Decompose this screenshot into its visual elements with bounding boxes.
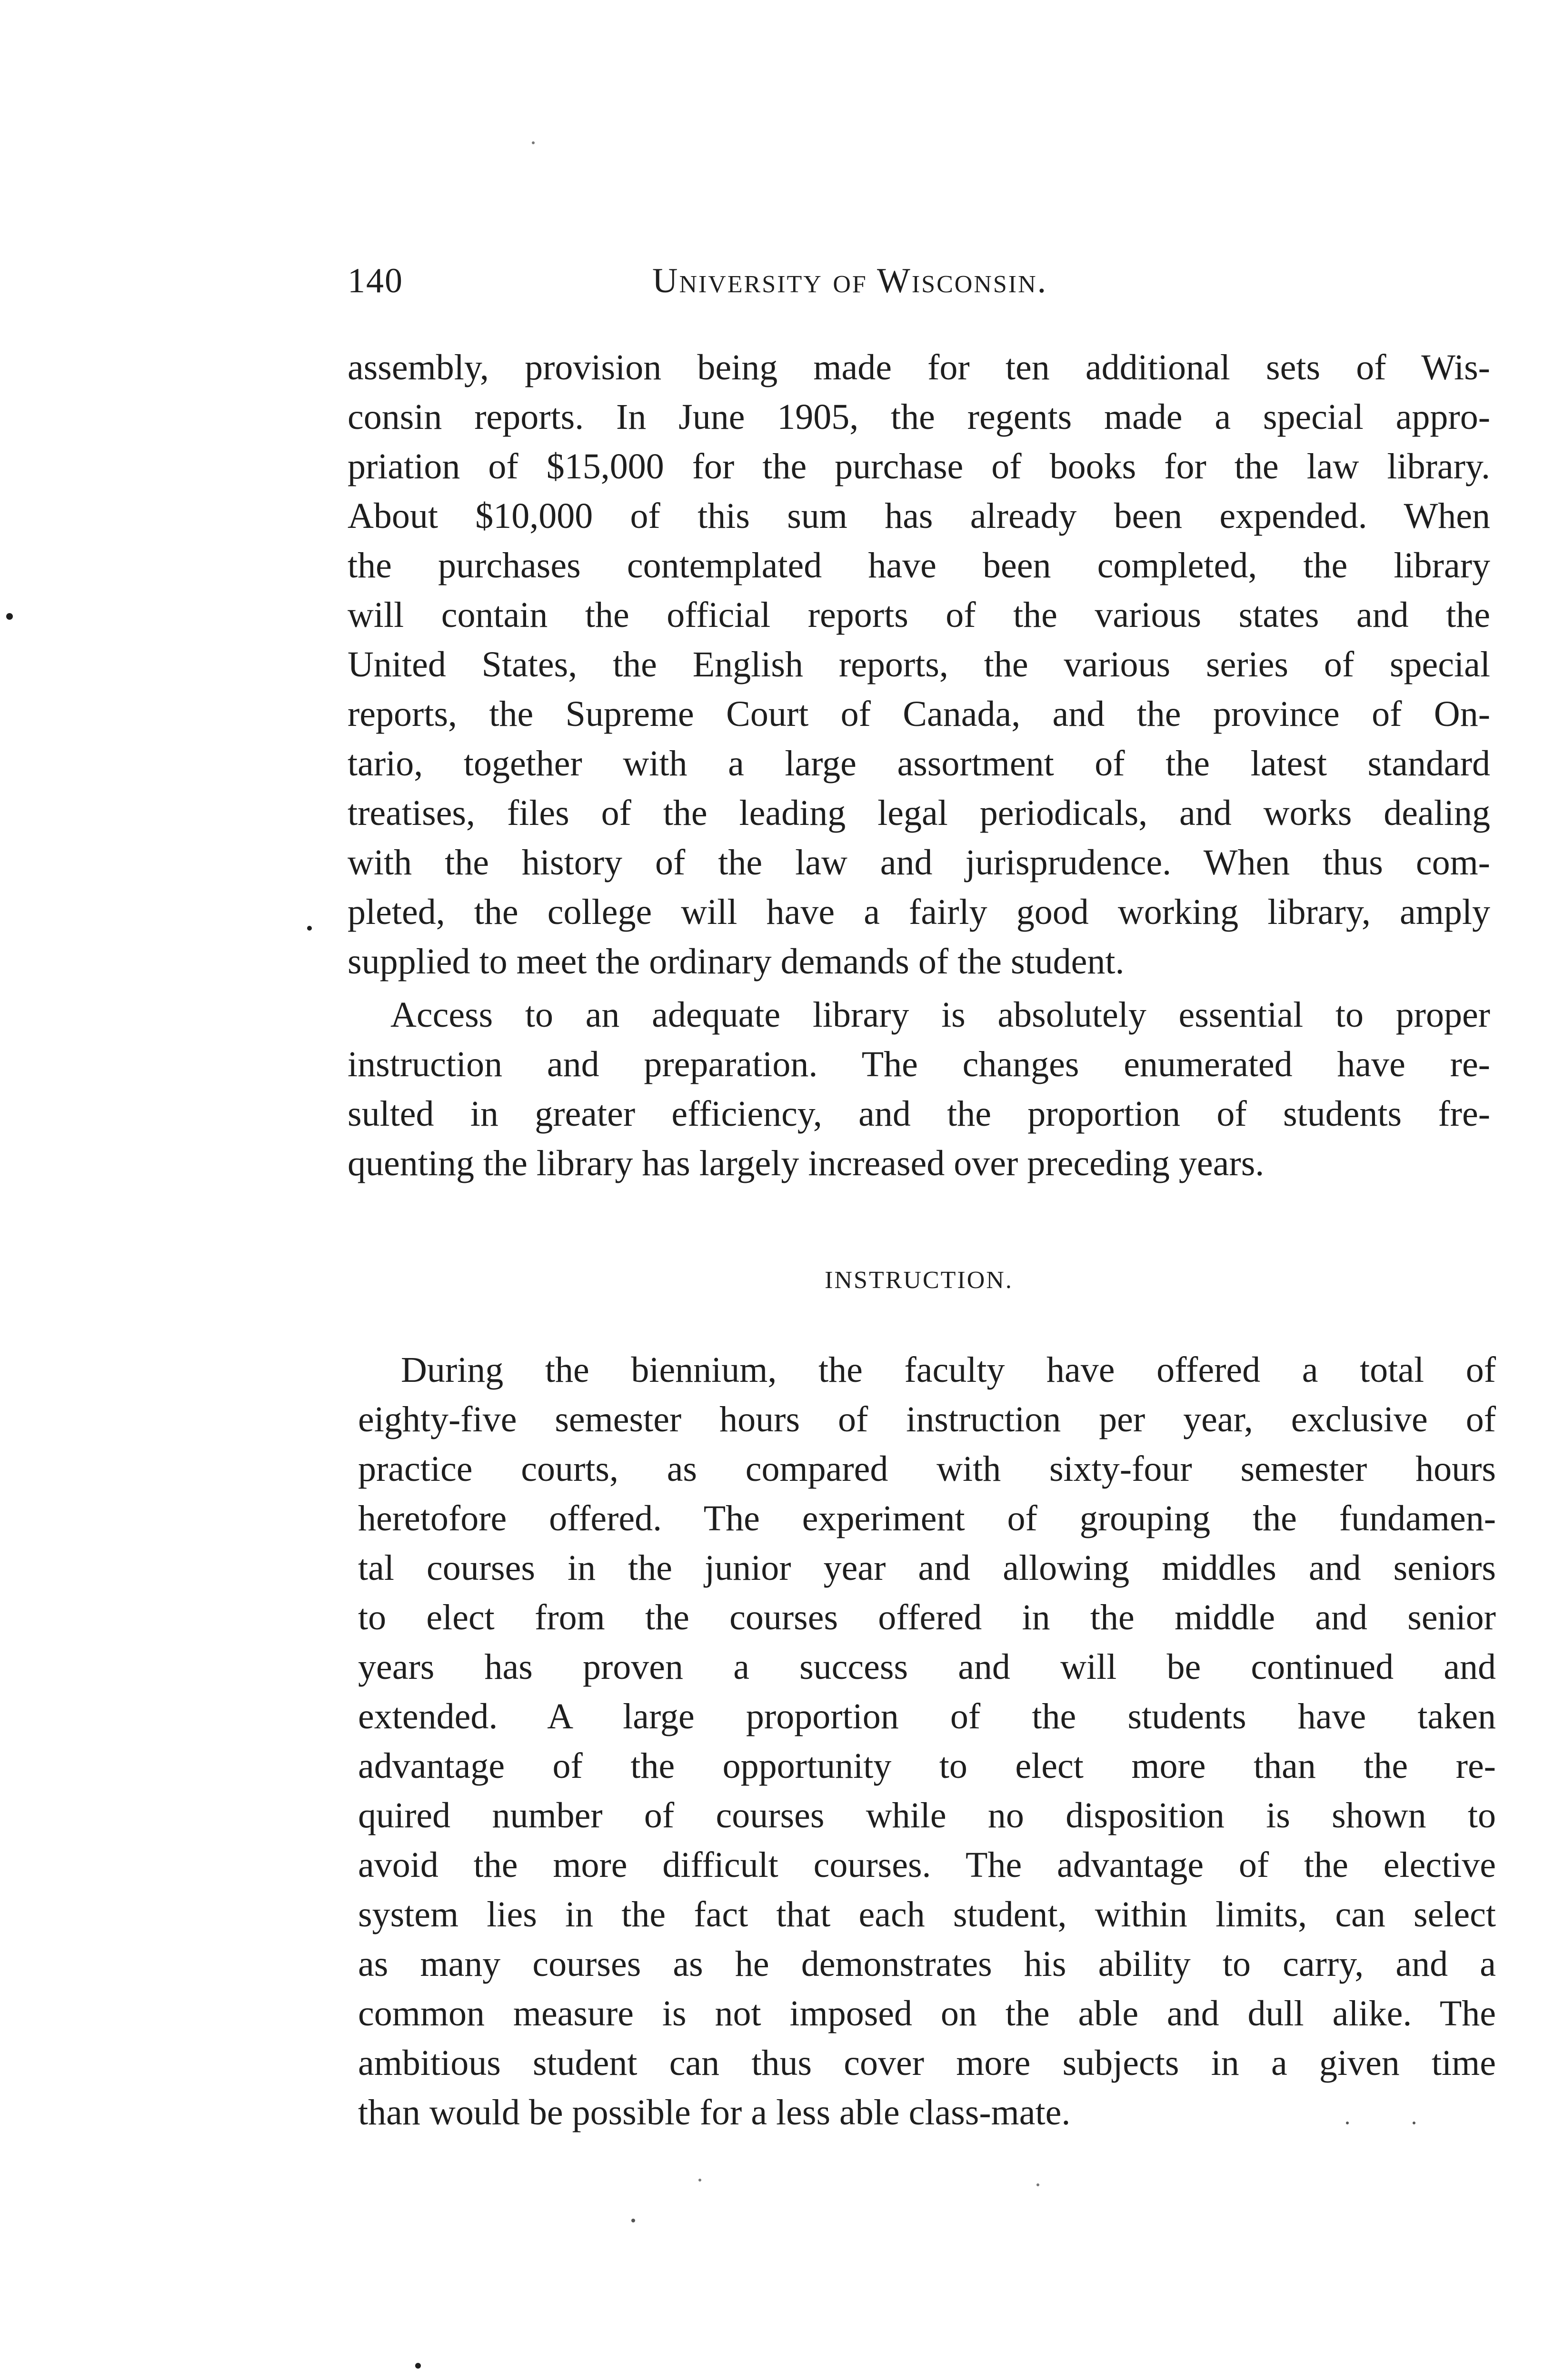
text-line: quenting the library has largely increased over preceding years. — [348, 1143, 1265, 1183]
scan-speck — [1346, 2122, 1349, 2124]
scan-speck — [6, 613, 13, 620]
text-line: sulted in greater efficiency, and the proportion of students fre- — [348, 1094, 1490, 1134]
text-line: eighty-five semester hours of instruction per year, exclusive of — [358, 1399, 1496, 1439]
text-line: assembly, provision being made for ten additional sets of Wis- — [348, 347, 1490, 387]
text-line: system lies in the fact that each student, within limits, can select — [358, 1894, 1496, 1934]
scan-speck — [532, 141, 535, 144]
text-line: the purchases contemplated have been completed, the library — [348, 545, 1490, 585]
scan-speck — [631, 2219, 635, 2222]
text-line: tario, together with a large assortment of the latest standard — [348, 744, 1490, 783]
section-heading: INSTRUCTION. — [825, 1267, 1013, 1294]
scan-speck — [415, 2363, 421, 2369]
scan-speck — [307, 926, 312, 931]
text-line: as many courses as he demonstrates his ability to carry, and a — [358, 1944, 1496, 1984]
text-line: with the history of the law and jurisprudence. When thus com- — [348, 843, 1490, 883]
text-line: will contain the official reports of the various states and the — [348, 595, 1490, 635]
text-line: ambitious student can thus cover more subjects in a given time — [358, 2043, 1496, 2083]
text-line: instruction and preparation. The changes enumerated have re- — [348, 1044, 1490, 1084]
text-line: heretofore offered. The experiment of grouping the fundamen- — [358, 1498, 1496, 1538]
scan-speck — [1036, 2183, 1039, 2186]
text-line: quired number of courses while no disposition is shown to — [358, 1795, 1496, 1835]
text-line: years has proven a success and will be continued and — [358, 1647, 1496, 1687]
text-line: extended. A large proportion of the students have taken — [358, 1696, 1496, 1736]
text-line: to elect from the courses offered in the middle and senior — [358, 1597, 1496, 1637]
text-line: supplied to meet the ordinary demands of the student. — [348, 942, 1125, 982]
text-line: United States, the English reports, the various series of special — [348, 645, 1490, 684]
text-line: priation of $15,000 for the purchase of books for the law library. — [348, 446, 1490, 486]
text-line: common measure is not imposed on the able and dull alike. The — [358, 1993, 1496, 2033]
text-line: tal courses in the junior year and allowing middles and seniors — [358, 1548, 1496, 1588]
running-title: University of Wisconsin. — [652, 261, 1048, 300]
text-line: reports, the Supreme Court of Canada, and the province of On- — [348, 694, 1490, 734]
text-line: pleted, the college will have a fairly good working library, amply — [348, 892, 1490, 932]
text-line: consin reports. In June 1905, the regents made a special appro- — [348, 397, 1490, 437]
scan-speck — [1413, 2122, 1415, 2124]
page-number: 140 — [348, 261, 403, 300]
text-line: avoid the more difficult courses. The advantage of the elective — [358, 1845, 1496, 1885]
text-line: practice courts, as compared with sixty-four semester hours — [358, 1449, 1496, 1489]
scan-speck — [698, 2179, 701, 2182]
text-line: During the biennium, the faculty have offered a total of — [401, 1350, 1496, 1390]
text-line: Access to an adequate library is absolutely essential to proper — [390, 995, 1490, 1035]
text-line: treatises, files of the leading legal periodicals, and works dealing — [348, 793, 1490, 833]
text-line: About $10,000 of this sum has already been expended. When — [348, 496, 1490, 536]
text-line: than would be possible for a less able class-mate. — [358, 2092, 1071, 2132]
text-line: advantage of the opportunity to elect more than the re- — [358, 1746, 1496, 1786]
